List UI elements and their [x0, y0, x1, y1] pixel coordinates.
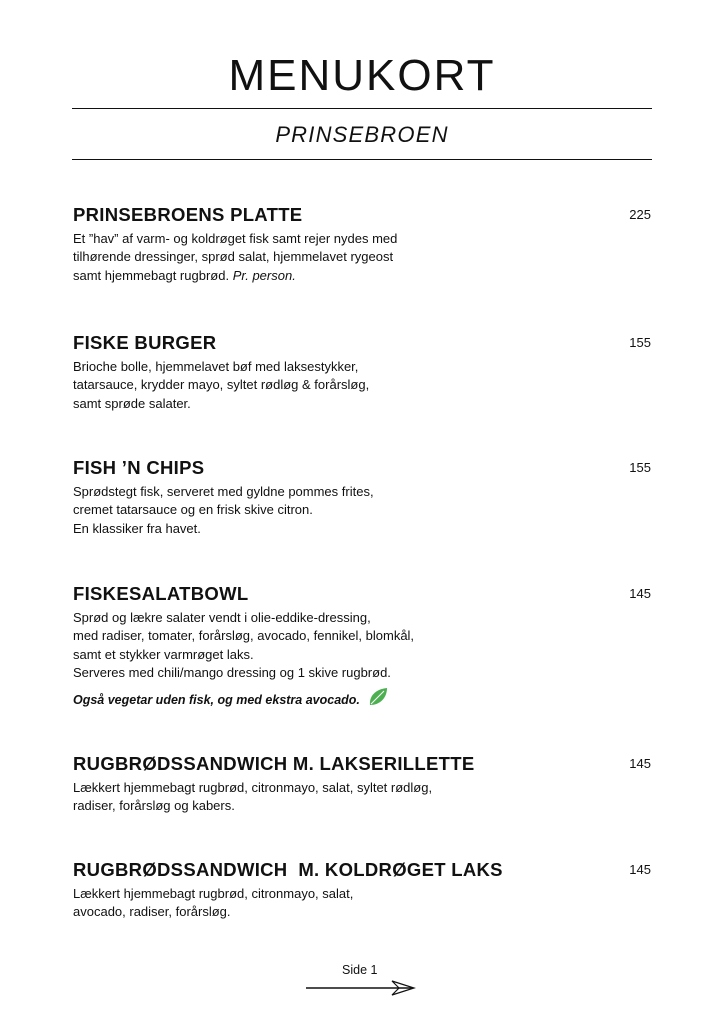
menu-item-rugbroedssandwich-koldroeget-laks [73, 858, 651, 922]
menu-item-fish-n-chips [73, 456, 651, 538]
menu-item-description [73, 230, 651, 285]
menu-item-name: RUGBRØDSSANDWICH M. LAKSERILLETTE [73, 753, 475, 774]
menu-item-name: RUGBRØDSSANDWICH M. KOLDRØGET LAKS [73, 859, 503, 880]
menu-item-fiskesalatbowl [73, 582, 651, 710]
menu-item-prinsebroens-platte [73, 203, 651, 285]
vegetarian-note-text: Også vegetar uden fisk, og med ekstra avocado. [73, 693, 360, 708]
menu-item-price: 145 [629, 586, 651, 601]
menu-item-price: 155 [629, 335, 651, 350]
description-line: avocado, radiser, forårsløg. [73, 904, 231, 920]
menu-item-description [73, 483, 651, 538]
menu-item-fiske-burger [73, 331, 651, 413]
description-line: Serveres med chili/mango dressing og 1 skive rugbrød. [73, 664, 391, 680]
description-line: En klassiker fra havet. [73, 520, 201, 536]
description-text: samt hjemmebagt rugbrød. [73, 267, 230, 283]
description-line: tatarsauce, krydder mayo, syltet rødløg & forårsløg, [73, 377, 370, 393]
description-line [73, 267, 651, 285]
menu-item-price: 225 [629, 207, 651, 222]
vegetarian-note [73, 686, 651, 710]
description-line: Sprødstegt fisk, serveret med gyldne pommes frites, [73, 484, 374, 499]
menu-item-name: FISH ’N CHIPS [73, 457, 205, 478]
menu-item-name: FISKE BURGER [73, 332, 217, 353]
page-title: MENUKORT [228, 51, 496, 100]
per-person-note: Pr. person. [232, 267, 296, 283]
menu-item-price: 145 [629, 862, 651, 877]
arrow-right-icon[interactable] [304, 979, 418, 999]
description-line: tilhørende dressinger, sprød salat, hjemmelavet rygeost [73, 249, 394, 265]
leaf-icon [367, 686, 389, 708]
menu-item-rugbroedssandwich-lakserillette [73, 752, 651, 816]
subtitle-divider [72, 159, 652, 160]
menu-item-description [73, 609, 651, 682]
menu-item-name: PRINSEBROENS PLATTE [73, 204, 303, 225]
menu-item-description [73, 779, 651, 816]
menu-item-name: FISKESALATBOWL [73, 583, 249, 604]
description-line: Brioche bolle, hjemmelavet bøf med laksestykker, [73, 359, 359, 374]
description-line: med radiser, tomater, forårsløg, avocado, fennikel, blomkål, [73, 628, 415, 644]
menu-item-price: 145 [629, 756, 651, 771]
description-line: samt et stykker varmrøget laks. [73, 646, 254, 662]
page-subtitle: PRINSEBROEN [275, 122, 449, 147]
description-line: Sprød og lækre salater vendt i olie-eddike-dressing, [73, 610, 371, 625]
menu-item-description [73, 885, 651, 922]
description-line: Lækkert hjemmebagt rugbrød, citronmayo, salat, [73, 886, 354, 901]
page-number: Side 1 [342, 963, 378, 977]
menu-item-price: 155 [629, 460, 651, 475]
description-line: Et ”hav” af varm- og koldrøget fisk samt rejer nydes med [73, 231, 398, 246]
title-divider [72, 108, 652, 109]
menu-item-description [73, 358, 651, 413]
description-line: cremet tatarsauce og en frisk skive citron. [73, 502, 313, 518]
description-line: radiser, forårsløg og kabers. [73, 798, 235, 814]
description-line: Lækkert hjemmebagt rugbrød, citronmayo, salat, syltet rødløg, [73, 780, 433, 795]
description-line: samt sprøde salater. [73, 395, 191, 411]
